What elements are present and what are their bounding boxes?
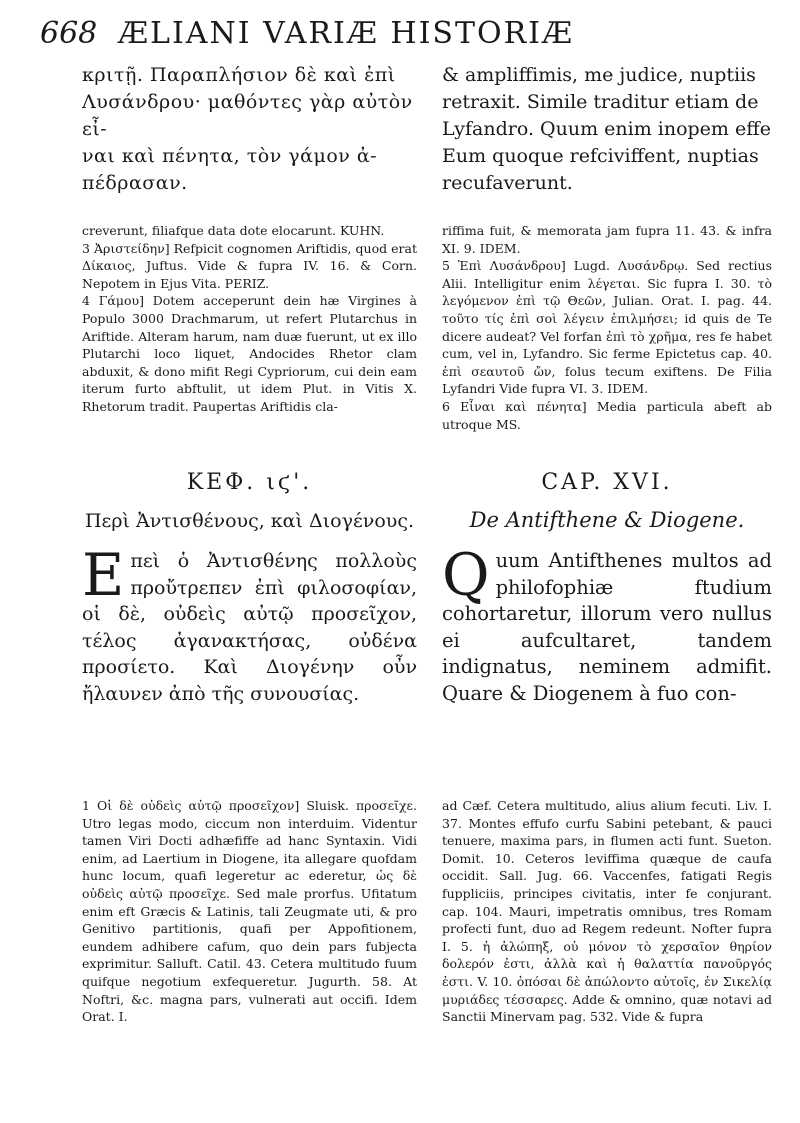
notes2-left: 1 Οἱ δὲ οὐδεὶς αὐτῷ προσεῖχον] Sluisk. προσεῖχε. Utro legas modo, ciccum non interduim. Videntur tamen Viri Docti adhæfiffe ad hanc Syntaxin. Vidi enim, ad Laertium in Diogene, ita allegare quofdam hunc locum, quafi legeretur ac ederetur, ὡς δὲ οὐδεὶς αὐτῷ προσεῖχε. Sed male prorfus. Ufitatum enim eft Græcis & Latinis, tali Zeugmate uti, & pro Genitivo partitionis, quafi per Appofitionem, eundem adhibere cafum, quo dein pars fubjecta exprimitur. Salluft. Catil. 43. Cetera multitudo fuum quifque negotium exfequeretur. Jugurth. 58. At Noftri, &c. magna pars, vulnerati aut occifi. Idem Orat. I. <box>82 798 417 1025</box>
drop-cap: Q <box>442 548 490 609</box>
notes-left: creverunt, filiafque data dote elocarunt. KUHN. 3 Ἀριστείδην] Refpicit cognomen Ariftidis, quod erat Δίκαιος, Juftus. Vide & fupra IV. 16. & Corn. Nepotem in Ejus Vita. PERIZ. 4 Γάμου] Dotem acceperunt dein hæ Virgines à Populo 3000 Drachmarum, ut refert Plutarchus in Ariftide. Alteram harum, nam duæ fuerunt, ut ex illo Plutarchi loco liquet, Andocides Rhetor clam abduxit, & dono mifit Regi Cypriorum, cui dein eam iterum furto abftulit, ut idem Plut. in Vitis X. Rhetorum tradit. Paupertas Ariftidis cla- <box>82 223 417 414</box>
latin-line: retraxit. Simile traditur etiam de <box>442 91 759 113</box>
top-latin-block <box>442 62 772 197</box>
chapter-latin-title: De Antifthene & Diogene. <box>469 508 745 532</box>
latin-line: Lyfandro. Quum enim inopem effe <box>442 118 771 140</box>
greek-line: ναι καὶ πένητα, τὸν γάμον ἀ- <box>82 145 378 167</box>
running-title: ÆLIANI VARIÆ HISTORIÆ <box>118 16 575 51</box>
greek-body <box>82 548 417 788</box>
greek-body-text: πεὶ ὁ Ἀντισθένης πολλοὺς προὔτρεπεν ἐπὶ φιλοσοφίαν, οἱ δὲ, οὐδεὶς αὐτῷ προσεῖχον, τέλος ἀγανακτήσας, οὐδένα προσίετο. Καὶ Διογένην οὖν ἤλαυνεν ἀπὸ τῆς συνουσίας. <box>82 550 417 705</box>
latin-line: Eum quoque refciviffent, nuptias <box>442 145 759 167</box>
chapter-latin-label: CAP. XVI. <box>541 470 673 495</box>
greek-line: κριτῇ. Παραπλήσιον δὲ καὶ ἐπὶ <box>82 64 396 86</box>
notes-right: riffima fuit, & memorata jam fupra 11. 43. & infra XI. 9. IDEM. 5 Ἐπὶ Λυσάνδρου] Lugd. Λυσάνδρῳ. Sed rectius Alii. Intelligitur enim λέγεται. Sic fupra I. 30. τὸ λεγόμενον ἐπὶ τῷ Θεῶν, Julian. Orat. I. pag. 44. τοῦτο τίς ἐπὶ σοὶ λέγειν ἐπιλμήσει; id quis de Te dicere audeat? Vel forfan ἐπὶ τὸ χρῆμα, res fe habet cum, vel in, Lyfandro. Sic ferme Epictetus cap. 40. ἐπὶ σεαυτοῦ ὤν, folus tecum exiftens. De Filia Lyfandri Vide fupra VI. 3. IDEM. 6 Εἶναι καὶ πένητα] Media particula abeft ab utroque MS. <box>442 223 772 432</box>
greek-line: πέδρασαν. <box>82 172 188 194</box>
latin-body <box>442 548 772 788</box>
chapter-greek-label: ΚΕΦ. ιϛ'. <box>186 470 313 495</box>
page-number: 668 <box>40 16 98 51</box>
notes2-right: ad Cæf. Cetera multitudo, alius alium fecuti. Liv. I. 37. Montes effufo curfu Sabini petebant, & pauci tenuere, maxima pars, in flumen acti funt. Sueton. Domit. 10. Ceteros leviffima quæque de caufa occidit. Sall. Jug. 66. Vaccenfes, fatigati Regis fuppliciis, principes civitatis, inter fe conjurant. cap. 104. Mauri, impetratis omnibus, tres Romam profecti funt, duo ad Regem redeunt. Nofter fupra I. 5. ἡ ἀλώπηξ, οὐ μόνον τὸ χερσαῖον θηρίον δολερόν ἐστι, ἀλλὰ καὶ ἡ θαλαττία πανοῦργός ἐστι. V. 10. ὁπόσαι δὲ ἀπώλοντο αὐτοῖς, ἐν Σικελίᾳ μυριάδες τέσσαρες. Adde & omnino, quæ notavi ad Sanctii Minervam pag. 532. Vide & fupra <box>442 798 772 1025</box>
drop-cap: Ε <box>82 548 125 609</box>
greek-line: Λυσάνδρου· μαθόντες γὰρ αὐτὸν εἶ- <box>82 91 413 140</box>
latin-body-text: uum Antifthenes multos ad philofophiæ ftudium cohortaretur, illorum vero nullus ei aufcultaret, tandem indignatus, neminem admifit. Quare & Diogenem à fuo con- <box>442 549 772 705</box>
page-header <box>40 14 760 54</box>
latin-line: & ampliffimis, me judice, nuptiis <box>442 64 756 86</box>
latin-line: recufaverunt. <box>442 172 573 194</box>
chapter-greek-title: Περὶ Ἀντισθένους, καὶ Διογένους. <box>84 510 415 532</box>
top-greek-block <box>82 62 432 197</box>
